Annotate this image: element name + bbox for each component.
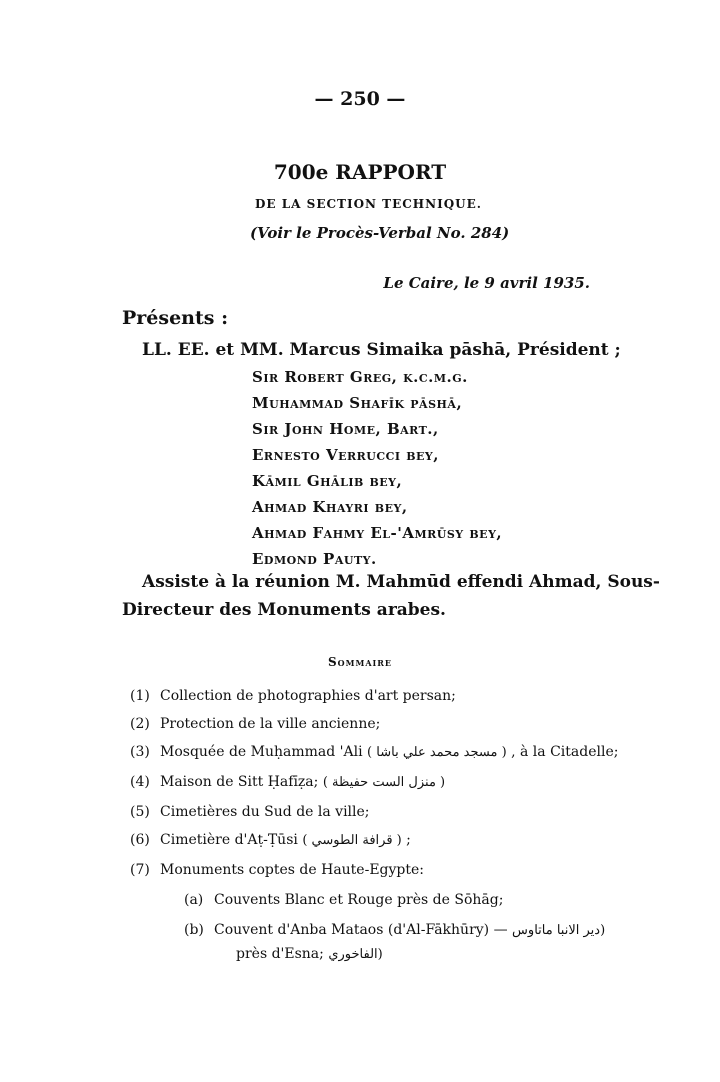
item-text-after: ; (401, 832, 411, 848)
report-date: Le Caire, le 9 avril 1935. (383, 274, 590, 292)
item-arabic-text: ( قرافة الطوسي ) (302, 833, 402, 848)
item-text: Maison de Sitt Ḥafīẓa; (160, 774, 319, 790)
item-number: (2) (130, 716, 150, 732)
sommaire-item (130, 688, 456, 704)
page-number: — 250 — (314, 88, 406, 110)
subitem-arabic-text: (دير الانبا ماتاوس (512, 923, 606, 938)
sommaire-heading: Sommaire (327, 655, 393, 669)
sommaire-item (130, 862, 424, 878)
item-text: Protection de la ville ancienne; (160, 716, 381, 732)
subitem-text-continued: près d'Esna; (236, 946, 324, 962)
member-line: Ernesto Verrucci bey, (252, 446, 439, 464)
sommaire-subitem (184, 892, 503, 908)
item-number: (6) (130, 832, 150, 848)
subitem-letter: (b) (184, 922, 204, 938)
sommaire-subitem (184, 922, 605, 938)
assiste-line-continued: Directeur des Monuments arabes. (122, 600, 446, 620)
item-number: (7) (130, 862, 150, 878)
members-first-line: LL. EE. et MM. Marcus Simaika pāshā, Président ; (142, 340, 621, 360)
sommaire-item (130, 774, 445, 790)
member-line: Edmond Pauty. (252, 550, 377, 568)
subitem-arabic-continued: (الفاخوري (328, 947, 383, 962)
member-line: Kāmil Ghālib bey, (252, 472, 403, 490)
subitem-letter: (a) (184, 892, 204, 908)
item-number: (1) (130, 688, 150, 704)
sommaire-subitem-continued (236, 946, 383, 962)
item-text: Mosquée de Muḥammad 'Ali (160, 744, 363, 760)
subitem-text: Couvent d'Anba Mataos (d'Al-Fākhūry) — (214, 922, 508, 938)
item-number: (3) (130, 744, 150, 760)
item-text-after: , à la Citadelle; (506, 744, 619, 760)
presents-label: Présents : (122, 307, 229, 329)
item-number: (5) (130, 804, 150, 820)
report-title: 700e RAPPORT (273, 160, 447, 184)
item-arabic-text: ( منزل الست حفيظة ) (322, 775, 446, 790)
sommaire-item (130, 716, 380, 732)
report-subtitle: DE LA SECTION TECHNIQUE. (255, 197, 482, 211)
member-line: Sir John Home, Bart., (252, 420, 439, 438)
assiste-line: Assiste à la réunion M. Mahmūd effendi Ahmad, Sous- (142, 572, 660, 592)
item-text: Collection de photographies d'art persan; (160, 688, 456, 704)
member-line: Ahmad Fahmy El-'Amrūsy bey, (252, 524, 503, 542)
item-text: Monuments coptes de Haute-Egypte: (160, 862, 425, 878)
member-line: Ahmad Khayri bey, (252, 498, 408, 516)
member-line: Muhammad Shafīk pāshā, (252, 394, 463, 412)
report-reference: (Voir le Procès-Verbal No. 284) (250, 224, 510, 242)
item-text: Cimetières du Sud de la ville; (160, 804, 370, 820)
item-arabic-text: ( مسجد محمد علي باشا ) (367, 745, 507, 760)
sommaire-item (130, 832, 411, 848)
sommaire-item (130, 804, 370, 820)
member-line: Sir Robert Greg, k.c.m.g. (252, 368, 468, 386)
subitem-text: Couvents Blanc et Rouge près de Sōhāg; (214, 892, 504, 908)
sommaire-item (130, 744, 618, 760)
item-number: (4) (130, 774, 150, 790)
item-text: Cimetière d'Aṭ-Ṭūsi (160, 832, 298, 848)
